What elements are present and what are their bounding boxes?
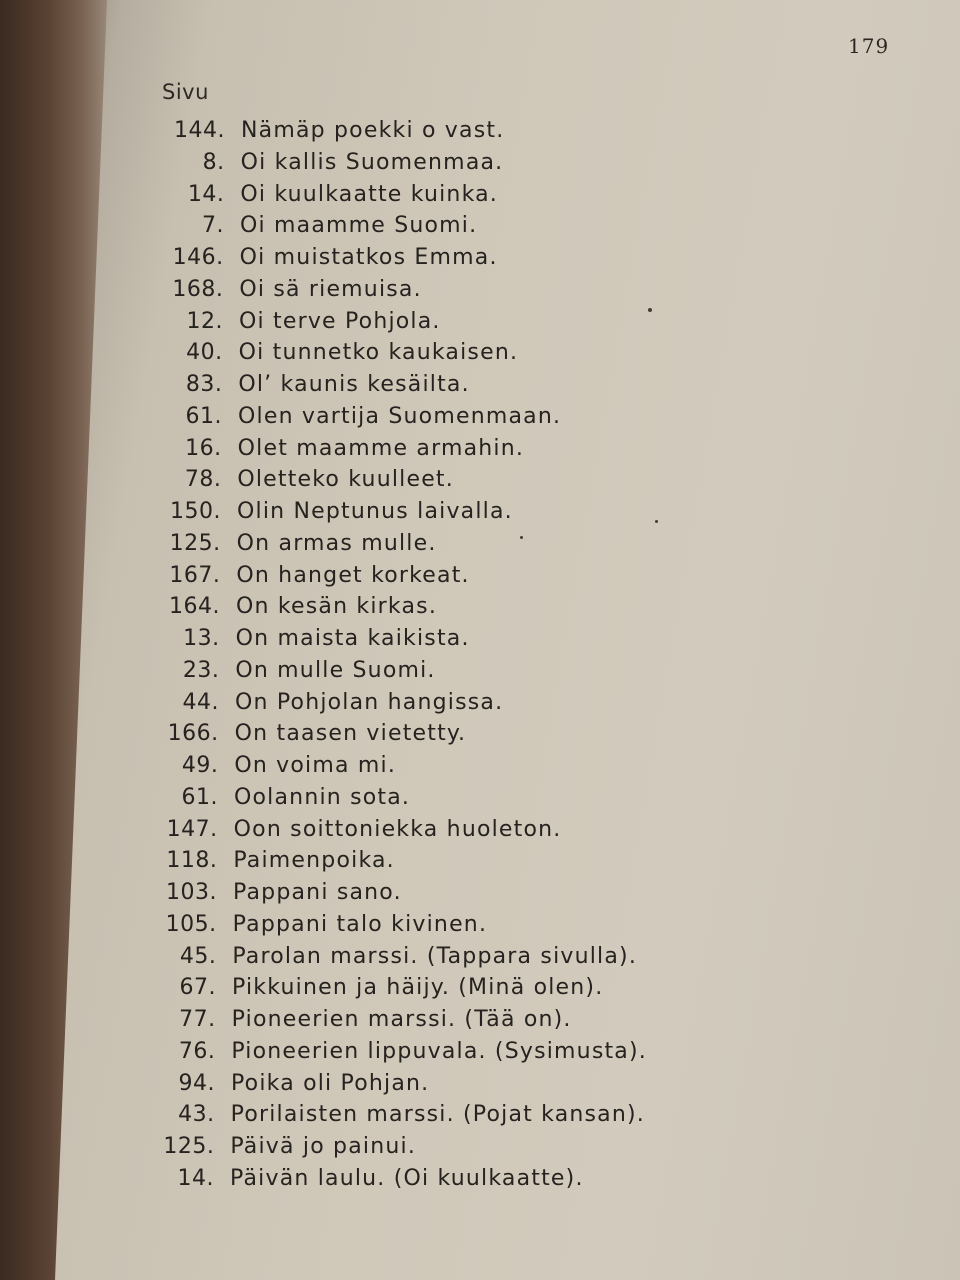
entry-page-number: 23. — [182, 657, 220, 683]
entry-title: On maista kaikista. — [235, 626, 470, 652]
index-entry — [167, 721, 467, 751]
index-entry — [186, 308, 441, 339]
entry-title: Oi kallis Suomenmaa. — [240, 149, 504, 175]
entry-page-number: 61. — [181, 784, 218, 810]
index-entry — [163, 1134, 417, 1164]
entry-title: Poika oli Pohjan. — [231, 1070, 430, 1096]
index-entry — [183, 626, 470, 656]
entry-title: Pappani talo kivinen. — [232, 911, 488, 937]
entry-title: Olet maamme armahin. — [237, 435, 525, 461]
entry-page-number: 94. — [178, 1070, 215, 1096]
index-entry — [178, 1070, 430, 1101]
entry-page-number: 168. — [172, 276, 224, 302]
entry-page-number: 166. — [167, 721, 219, 747]
entry-title: Pioneerien marssi. (Tää on). — [231, 1007, 572, 1033]
column-heading-sivu: Sivu — [162, 80, 209, 104]
index-entry — [182, 689, 504, 720]
entry-title: On hanget korkeat. — [236, 562, 470, 588]
index-entry — [185, 403, 562, 434]
entry-page-number: 44. — [182, 689, 219, 715]
entry-page-number: 14. — [177, 1166, 214, 1191]
entry-page-number: 150. — [170, 499, 221, 525]
entry-page-number: 118. — [166, 848, 218, 874]
entry-title: On kesän kirkas. — [236, 594, 438, 620]
entry-page-number: 76. — [178, 1038, 216, 1064]
index-entry — [187, 181, 498, 212]
entry-title: On armas mulle. — [236, 530, 437, 556]
entry-page-number: 146. — [172, 245, 224, 271]
entry-title: On Pohjolan hangissa. — [235, 689, 504, 715]
entry-page-number: 12. — [186, 308, 223, 334]
page-number: 179 — [848, 34, 890, 58]
entry-page-number: 125. — [163, 1134, 215, 1160]
entry-title: Nämäp poekki o vast. — [241, 118, 505, 143]
entry-title: Oi tunnetko kaukaisen. — [238, 340, 519, 366]
index-entry — [181, 753, 397, 783]
entry-page-number: 144. — [174, 118, 225, 143]
entry-title: Pikkuinen ja häijy. (Minä olen). — [232, 975, 604, 1001]
index-entry — [174, 118, 505, 148]
index-entry — [185, 435, 525, 466]
entry-title: On voima mi. — [234, 753, 397, 779]
index-entry — [178, 1038, 647, 1069]
entry-page-number: 61. — [185, 403, 222, 429]
entry-title: Paimenpoika. — [233, 848, 395, 874]
entry-page-number: 8. — [202, 149, 225, 175]
entry-page-number: 78. — [184, 467, 222, 493]
entry-page-number: 105. — [165, 911, 217, 937]
entry-page-number: 13. — [183, 626, 220, 652]
entry-title: Pappani sano. — [233, 880, 402, 906]
index-entry — [172, 245, 498, 275]
entry-page-number: 14. — [187, 181, 225, 207]
index-entry — [169, 594, 438, 624]
index-entry — [182, 657, 436, 688]
entry-title: Oi muistatkos Emma. — [239, 245, 498, 271]
index-entry — [181, 784, 411, 815]
entry-title: Oi maamme Suomi. — [240, 213, 478, 239]
entry-page-number: 40. — [186, 340, 223, 366]
index-entry — [166, 816, 562, 847]
entry-title: Oi sä riemuisa. — [239, 276, 422, 302]
index-entry — [169, 562, 470, 593]
entry-page-number: 67. — [179, 975, 216, 1001]
entry-title: Ol’ kaunis kesäilta. — [238, 372, 470, 398]
entry-title: Oon soittoniekka huoleton. — [233, 816, 562, 842]
index-entry — [184, 467, 454, 497]
entry-title: Oletteko kuulleet. — [237, 467, 454, 493]
paper-speck — [655, 520, 658, 523]
index-entry — [186, 340, 519, 370]
index-entry — [169, 530, 437, 561]
entry-title: Olen vartija Suomenmaan. — [238, 403, 562, 429]
index-entry — [179, 1007, 572, 1037]
index-entry — [202, 213, 478, 243]
index-entry — [165, 911, 488, 942]
paper-speck — [520, 536, 523, 539]
entry-page-number: 125. — [169, 530, 221, 556]
index-entry — [185, 372, 470, 402]
entry-title: Päivä jo painui. — [230, 1134, 417, 1160]
entry-title: Oi kuulkaatte kuinka. — [240, 181, 498, 207]
entry-page-number: 167. — [169, 562, 221, 588]
index-entry — [202, 149, 504, 180]
entry-title: Olin Neptunus laivalla. — [237, 499, 513, 525]
index-entry — [179, 975, 604, 1005]
entry-page-number: 103. — [166, 880, 217, 906]
index-entry — [172, 276, 422, 307]
entry-page-number: 83. — [185, 372, 223, 398]
entry-title: On taasen vietetty. — [234, 721, 467, 747]
entry-title: Oi terve Pohjola. — [239, 308, 441, 334]
entry-page-number: 7. — [202, 213, 224, 239]
entry-page-number: 77. — [179, 1007, 216, 1033]
entry-page-number: 164. — [169, 594, 220, 620]
index-entry — [170, 499, 513, 529]
index-entry — [166, 848, 395, 878]
entry-title: Pioneerien lippuvala. (Sysimusta). — [231, 1038, 647, 1064]
paper-speck — [648, 308, 652, 312]
index-entry — [177, 1166, 584, 1196]
entry-page-number: 43. — [178, 1102, 215, 1128]
entry-title: On mulle Suomi. — [235, 657, 436, 683]
entry-page-number: 45. — [179, 943, 217, 969]
index-entry — [166, 880, 402, 910]
entry-title: Porilaisten marssi. (Pojat kansan). — [230, 1102, 645, 1128]
entry-page-number: 147. — [166, 816, 218, 842]
entry-page-number: 16. — [185, 435, 222, 461]
entry-title: Parolan marssi. (Tappara sivulla). — [232, 943, 638, 969]
entry-title: Oolannin sota. — [234, 784, 411, 810]
entry-page-number: 49. — [181, 753, 219, 779]
index-entry — [179, 943, 638, 974]
entry-title: Päivän laulu. (Oi kuulkaatte). — [230, 1166, 584, 1191]
index-entry — [178, 1102, 645, 1132]
